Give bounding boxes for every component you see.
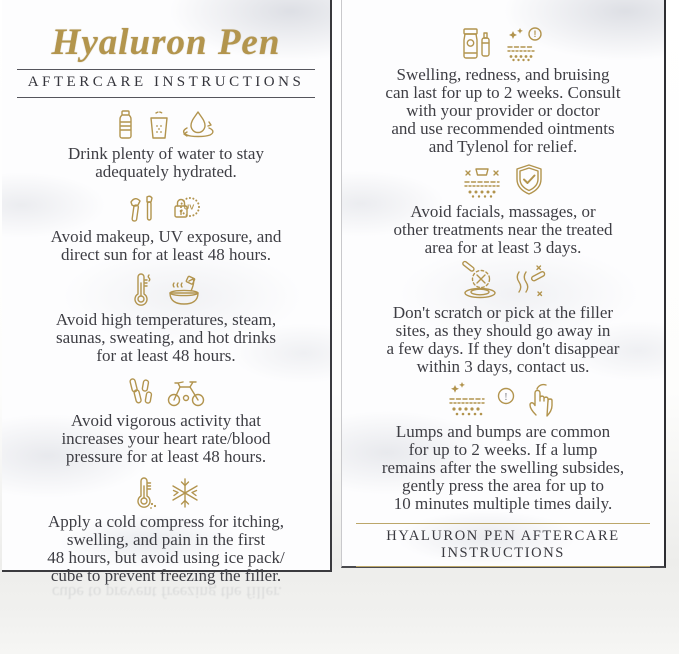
section-facials xyxy=(354,165,652,257)
card-reflection-text: cube to prevent freezing the filler. xyxy=(51,583,283,602)
section-swelling xyxy=(354,28,652,156)
card-title: Hyaluron Pen xyxy=(51,22,281,63)
aftercare-card-front xyxy=(2,0,332,585)
section-icons xyxy=(15,107,317,141)
section-icons xyxy=(15,190,317,224)
instruction-text: Avoid high temperatures, steam, saunas, sweating, and hot drinks for at least 48 hours. xyxy=(55,309,277,365)
card-footer xyxy=(354,523,652,567)
instruction-text: Avoid facials, massages, or other treatments near the treated area for at least 3 days. xyxy=(393,202,613,257)
header-rule-top xyxy=(17,69,315,70)
skin-bumps-icon xyxy=(447,381,487,419)
sauna-steam-icon xyxy=(164,275,204,307)
skin-alert-icon xyxy=(504,26,546,62)
press-finger-icon xyxy=(525,381,559,419)
section-activity xyxy=(15,374,317,466)
instruction-text: Apply a cold compress for itching, swelling, and pain in the first 48 hours, but avoid using ice pack/ cube to prevent freezing the filler. xyxy=(47,511,285,585)
section-icons xyxy=(354,266,652,300)
svg-text:UV: UV xyxy=(183,202,195,212)
shield-check-icon xyxy=(513,163,545,199)
header-rule-bottom xyxy=(17,97,315,98)
makeup-brushes-icon xyxy=(127,194,159,224)
aftercare-card-back xyxy=(341,0,666,568)
uv-sun-lock-icon xyxy=(169,192,205,224)
cold-thermometer-icon xyxy=(131,477,159,509)
water-bottle-icon xyxy=(116,109,138,141)
exercise-bike-icon xyxy=(166,376,206,408)
snowflake-icon xyxy=(169,477,201,509)
svg-text:!: ! xyxy=(533,29,537,39)
footer-rule-bottom xyxy=(356,566,650,567)
scratch-icon xyxy=(511,264,547,300)
section-hydration xyxy=(15,107,317,181)
section-icons xyxy=(354,28,652,62)
instruction-text: Don't scratch or pick at the filler sites, as they should go away in a few days. If they don't disappear within 3 days, contact us. xyxy=(386,303,620,376)
section-scratch-pick xyxy=(354,266,652,376)
alert-icon xyxy=(497,387,515,405)
section-icons xyxy=(15,475,317,509)
section-icons xyxy=(15,273,317,307)
section-heat xyxy=(15,273,317,365)
section-icons xyxy=(15,374,317,408)
no-picking-icon xyxy=(459,262,501,300)
section-makeup-uv xyxy=(15,190,317,264)
instruction-text: Drink plenty of water to stay adequately hydrated. xyxy=(68,143,264,181)
instruction-text: Swelling, redness, and bruising can last for up to 2 weeks. Consult with your provider or doctor and use recommended ointments and Tylenol for relief. xyxy=(385,65,621,156)
hot-thermometer-icon xyxy=(128,273,154,307)
dumbbells-icon xyxy=(126,376,156,408)
hydration-drop-icon xyxy=(180,109,216,141)
section-icons xyxy=(354,165,652,199)
card-subtitle: AFTERCARE INSTRUCTIONS xyxy=(27,73,305,90)
svg-text:!: ! xyxy=(504,391,508,403)
ointment-tube-icon xyxy=(460,26,494,62)
instruction-text: Avoid makeup, UV exposure, and direct sun for at least 48 hours. xyxy=(50,226,282,264)
section-icons xyxy=(354,385,652,419)
instruction-text: Lumps and bumps are common for up to 2 weeks. If a lump remains after the swelling subsides, gently press the area for up to 10 minutes multiple times daily. xyxy=(381,422,625,513)
section-cold-compress xyxy=(15,475,317,585)
footer-rule-top xyxy=(356,523,650,524)
instruction-text: Avoid vigorous activity that increases your heart rate/blood pressure for at least 48 hours. xyxy=(61,410,271,466)
water-glass-icon xyxy=(148,111,170,141)
skin-treatment-icon xyxy=(461,165,503,199)
footer-text: HYALURON PEN AFTERCARE INSTRUCTIONS xyxy=(386,528,620,561)
section-lumps xyxy=(354,385,652,513)
